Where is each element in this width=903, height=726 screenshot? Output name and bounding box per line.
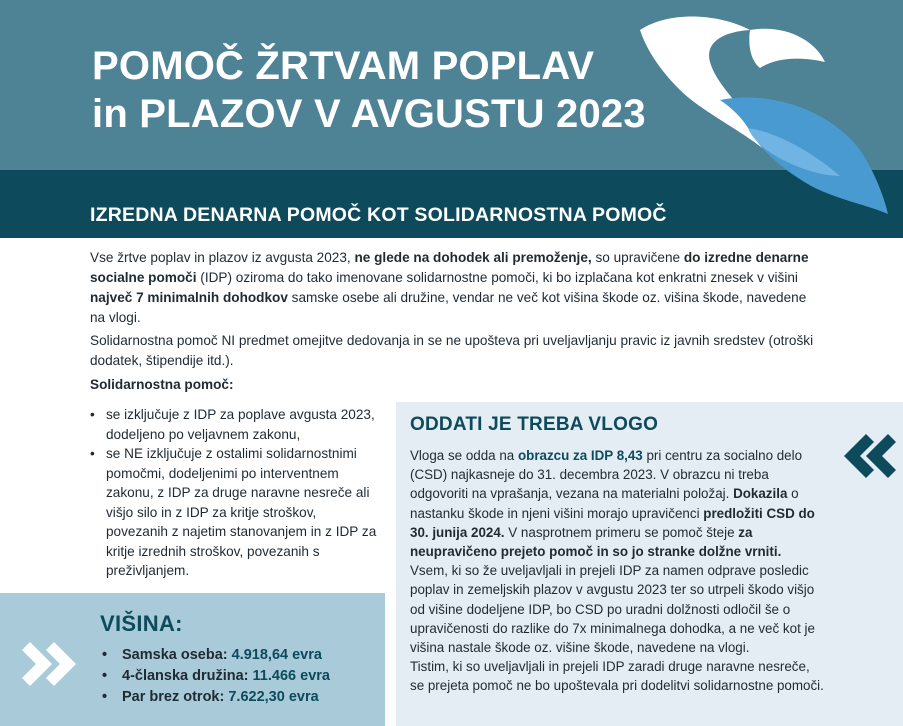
list-item: • se NE izključuje z ostalimi solidarnostnimi pomočmi, dodeljenimi po interventnem zakonu, z IDP za druge naravne nesreče ali višjo silo in z IDP za kritje stroškov, povezanih z najetim stanovanjem in z IDP za kritje izrednih stroškov, povezanih s preživljanjem. — [90, 444, 380, 581]
list-item — [100, 687, 330, 708]
intro-text: samske osebe ali družine, vendar ne več kot višina škode oz. višina škode, navedene na vlogi. — [90, 290, 807, 325]
list-item — [100, 666, 330, 687]
title-line-1: POMOČ ŽRTVAM POPLAV — [92, 44, 595, 88]
amount-value: 7.622,30 evra — [228, 689, 319, 705]
list-item — [100, 645, 330, 666]
application-text-part: Vloga se odda na — [410, 448, 518, 463]
intro-paragraph-1 — [90, 248, 825, 328]
amount-label: Samska oseba: — [122, 647, 232, 663]
double-chevron-right-icon — [22, 638, 84, 690]
title-line-2: in PLAZOV V AVGUSTU 2023 — [92, 92, 646, 136]
intro-text: (IDP) oziroma do tako imenovane solidarnostne pomoči, ki bo izplačana kot enkratni znesek v višini — [196, 270, 798, 285]
application-paragraph: Vsem, ki so že uveljavljali in prejeli IDP za namen odprave posledic poplav in zemeljskih plazov v avgustu 2023 ter so utrpeli škodo višjo od višine dodeljene IDP, bo CSD po uradni dolžnosti odločil še o upravičenosti do razlike do 7x minimalnega dohodka, a ne več kot je višina nastale škode oz. višine škode, navedene na vlogi. — [410, 563, 815, 656]
form-reference: obrazcu za IDP 8,43 — [517, 448, 643, 463]
amount-heading: VIŠINA: — [100, 611, 183, 636]
repayment-bold: za neupravičeno prejeto pomoč in so jo stranke dolžne vrniti. — [410, 524, 782, 560]
amount-list — [100, 645, 330, 708]
amount-value: 11.466 evra — [252, 668, 330, 684]
intro-text: so upravičene — [591, 250, 684, 265]
amount-value: 4.918,64 evra — [231, 647, 322, 663]
intro-paragraph-2: Solidarnostna pomoč NI predmet omejitve dedovanja in se ne upošteva pri uveljavljanju pravic iz javnih sredstev (otroški dodatek, štipendije itd.). — [90, 333, 814, 368]
application-text-part: V nasprotnem primeru se pomoč šteje — [504, 524, 739, 540]
deadline-bold: predložiti CSD do 30. junija 2024. — [410, 505, 815, 540]
intro-bold-idp: do izredne denarne socialne pomoči — [90, 250, 809, 285]
application-box — [396, 402, 903, 726]
intro-bold-income: ne glede na dohodek ali premoženje, — [354, 250, 592, 265]
application-text-part: o nastanku škode in njeni višini morajo upravičenci — [410, 486, 799, 521]
application-text — [410, 446, 824, 696]
double-chevron-left-icon — [836, 430, 896, 482]
solidarity-list — [90, 405, 380, 581]
application-heading: ODDATI JE TREBA VLOGO — [410, 414, 659, 435]
page-title — [92, 42, 646, 138]
amount-label: Par brez otrok: — [122, 689, 229, 705]
intro-text: Vse žrtve poplav in plazov iz avgusta 2023, — [90, 250, 355, 265]
intro-bold-max: največ 7 minimalnih dohodkov — [90, 290, 288, 305]
application-paragraph: Tistim, ki so uveljavljali in prejeli IDP zaradi druge naravne nesreče, se prejeta pomoč ne bo upoštevala pri dodelitvi solidarnostne pomoči. — [410, 659, 824, 694]
amount-label: 4-članska družina: — [122, 668, 253, 684]
solidarity-heading: Solidarnostna pomoč: — [90, 377, 234, 392]
application-bold: Dokazila — [733, 486, 788, 502]
section-title: IZREDNA DENARNA POMOČ KOT SOLIDARNOSTNA POMOČ — [90, 204, 667, 226]
hands-icon — [600, 0, 903, 238]
application-text-part: pri centru za socialno delo (CSD) najkasneje do 31. decembra 2023. V obrazcu ni treba odgovoriti na vprašanja, vezana na materialni položaj. — [410, 448, 803, 502]
list-item: • se izključuje z IDP za poplave avgusta 2023, dodeljeno po veljavnem zakonu, — [90, 405, 380, 444]
